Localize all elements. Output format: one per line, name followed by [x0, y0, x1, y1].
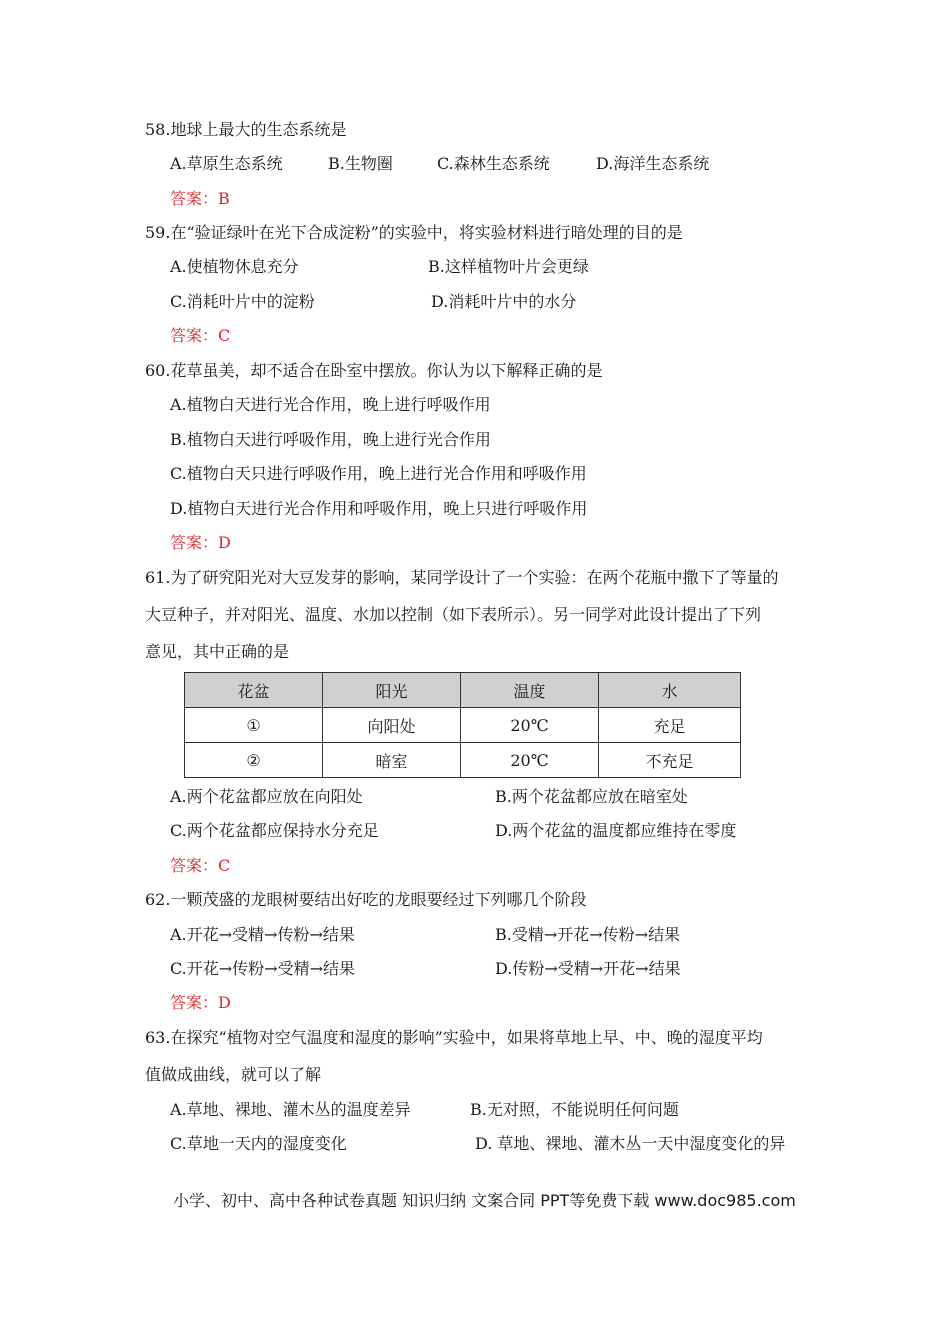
- q63-option-c: C.草地一天内的湿度变化: [170, 1134, 347, 1153]
- experiment-table: [184, 672, 741, 778]
- table-row: [185, 708, 741, 743]
- q58-option-d: D.海洋生态系统: [596, 154, 710, 173]
- question-63-stem-line-2: 值做成曲线，就可以了解: [145, 1065, 322, 1084]
- table-cell: 20℃: [461, 743, 599, 778]
- q60-answer: 答案：D: [170, 533, 231, 552]
- page-footer: 小学、初中、高中各种试卷真题 知识归纳 文案合同 PPT等免费下载 www.doc985.com: [173, 1191, 796, 1210]
- table-header-row: [185, 673, 741, 708]
- q58-option-c: C.森林生态系统: [437, 154, 550, 173]
- q63-option-a: A.草地、裸地、灌木丛的温度差异: [170, 1100, 411, 1119]
- q58-answer: 答案：B: [170, 189, 230, 208]
- question-62-stem: 62.一颗茂盛的龙眼树要结出好吃的龙眼要经过下列哪几个阶段: [145, 890, 587, 909]
- q61-option-c: C.两个花盆都应保持水分充足: [170, 821, 379, 840]
- table-cell: ①: [185, 708, 323, 743]
- question-61-stem-line-3: 意见，其中正确的是: [145, 642, 290, 661]
- q59-option-d: D.消耗叶片中的水分: [431, 292, 577, 311]
- table-cell: 不充足: [599, 743, 741, 778]
- q58-option-a: A.草原生态系统: [170, 154, 283, 173]
- q62-option-d: D.传粉→受精→开花→结果: [495, 959, 681, 978]
- q59-option-a: A.使植物休息充分: [170, 257, 299, 276]
- q60-option-d: D.植物白天进行光合作用和呼吸作用，晚上只进行呼吸作用: [170, 499, 588, 518]
- question-60-stem: 60.花草虽美，却不适合在卧室中摆放。你认为以下解释正确的是: [145, 361, 603, 380]
- table-row: [185, 743, 741, 778]
- q58-option-b: B.生物圈: [328, 154, 393, 173]
- q61-option-a: A.两个花盆都应放在向阳处: [170, 787, 363, 806]
- question-59-stem: 59.在“验证绿叶在光下合成淀粉”的实验中，将实验材料进行暗处理的目的是: [145, 223, 683, 242]
- q61-option-b: B.两个花盆都应放在暗室处: [495, 787, 688, 806]
- q62-option-b: B.受精→开花→传粉→结果: [495, 925, 681, 944]
- q62-option-c: C.开花→传粉→受精→结果: [170, 959, 355, 978]
- q62-option-a: A.开花→受精→传粉→结果: [170, 925, 355, 944]
- q61-answer: 答案：C: [170, 856, 231, 875]
- table-cell: 充足: [599, 708, 741, 743]
- q59-option-c: C.消耗叶片中的淀粉: [170, 292, 315, 311]
- q59-answer: 答案：C: [170, 326, 231, 345]
- q60-option-a: A.植物白天进行光合作用，晚上进行呼吸作用: [170, 395, 491, 414]
- table-header-cell: 花盆: [185, 673, 323, 708]
- table-header-cell: 温度: [461, 673, 599, 708]
- table-cell: ②: [185, 743, 323, 778]
- q63-option-d: D. 草地、裸地、灌木丛一天中湿度变化的异: [475, 1134, 786, 1153]
- table-cell: 20℃: [461, 708, 599, 743]
- q60-option-c: C.植物白天只进行呼吸作用，晚上进行光合作用和呼吸作用: [170, 464, 587, 483]
- q61-option-d: D.两个花盆的温度都应维持在零度: [495, 821, 737, 840]
- q60-option-b: B.植物白天进行呼吸作用，晚上进行光合作用: [170, 430, 491, 449]
- question-61-stem-line-1: 61.为了研究阳光对大豆发芽的影响，某同学设计了一个实验：在两个花瓶中撒下了等量的: [145, 568, 779, 587]
- table-header-cell: 阳光: [323, 673, 461, 708]
- question-58-stem: 58.地球上最大的生态系统是: [145, 120, 347, 139]
- q63-option-b: B.无对照，不能说明任何问题: [470, 1100, 679, 1119]
- table-cell: 暗室: [323, 743, 461, 778]
- q59-option-b: B.这样植物叶片会更绿: [428, 257, 589, 276]
- question-61-stem-line-2: 大豆种子，并对阳光、温度、水加以控制（如下表所示）。另一同学对此设计提出了下列: [145, 605, 762, 624]
- question-63-stem-line-1: 63.在探究“植物对空气温度和湿度的影响”实验中，如果将草地上早、中、晚的湿度平均: [145, 1028, 763, 1047]
- table-cell: 向阳处: [323, 708, 461, 743]
- table-header-cell: 水: [599, 673, 741, 708]
- q62-answer: 答案：D: [170, 993, 231, 1012]
